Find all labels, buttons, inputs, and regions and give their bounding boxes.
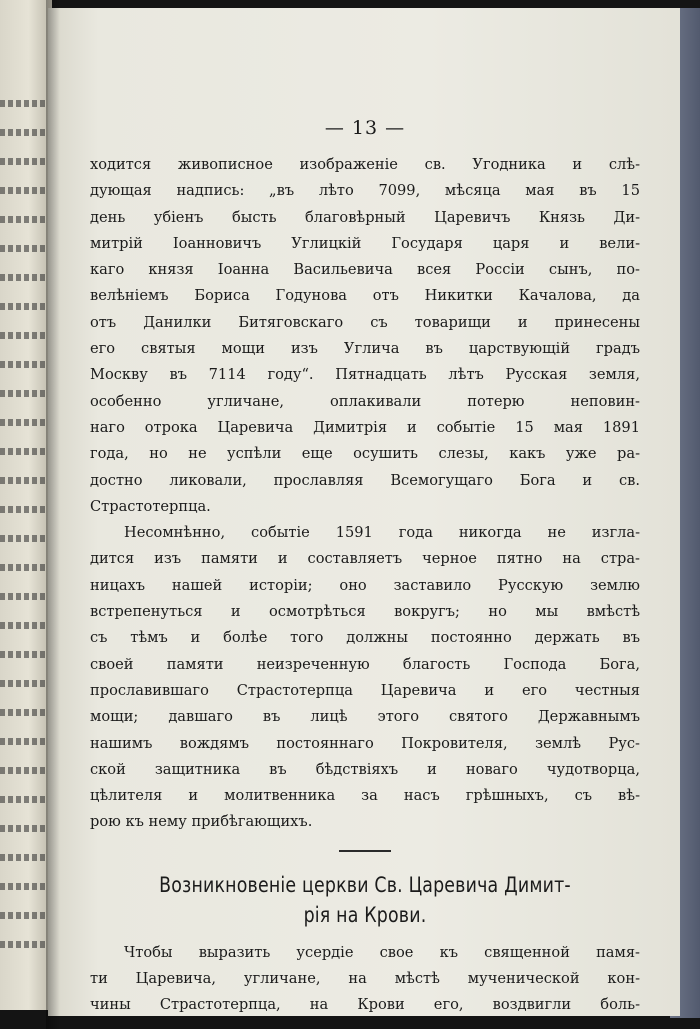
text-line: ти Царевича, угличане, на мѣстѣ мученической кон- — [90, 970, 640, 988]
text-line: ходится живописное изображеніе св. Угодника и слѣ- — [90, 156, 640, 173]
text-line: особенно угличане, оплакивали потерю неповин- — [90, 392, 640, 410]
text-line: Несомнѣнно, событіе 1591 года никогда не изгла- — [124, 524, 640, 542]
text-line: Страстотерпца. — [90, 497, 211, 515]
section-divider — [339, 850, 391, 852]
book-page — [48, 8, 680, 1016]
page-number: — 13 — — [324, 117, 406, 139]
text-line: мощи; давшаго въ лицѣ этого святого Державнымъ — [90, 708, 640, 726]
text-line: чины Страстотерпца, на Крови его, воздвигли боль- — [90, 996, 640, 1014]
text-line: встрепенуться и осмотрѣться вокругъ; но мы вмѣстѣ — [90, 603, 640, 621]
paragraph-1 — [90, 152, 640, 520]
text-line: велѣніемъ Бориса Годунова отъ Никитки Качалова, да — [90, 287, 640, 305]
text-line: съ тѣмъ и болѣе того должны постоянно держать въ — [90, 629, 640, 647]
left-page-edge — [0, 0, 52, 1010]
gutter-shadow — [46, 0, 60, 1029]
text-line: прославившаго Страстотерпца Царевича и его честныя — [90, 681, 640, 699]
paragraph-2 — [90, 520, 640, 836]
left-page-text-fragments — [0, 100, 52, 970]
text-line: отъ Данилки Битяговскаго съ товарищи и принесены — [90, 313, 640, 331]
text-line: Чтобы выразить усердіе свое къ священной памя- — [124, 943, 640, 961]
heading-line: Возникновеніе церкви Св. Царевича Димит- — [159, 872, 571, 897]
text-line: наго отрока Царевича Димитрія и событіе 15 мая 1891 — [90, 418, 640, 436]
text-line: Москву въ 7114 году“. Пятнадцать лѣтъ Русская земля, — [90, 366, 640, 384]
text-line: ской защитника въ бѣдствіяхъ и новаго чудотворца, — [90, 760, 640, 778]
heading-line: рія на Крови. — [303, 902, 427, 927]
section-heading — [112, 870, 618, 930]
paragraph-3 — [90, 940, 640, 1019]
text-line: митрій Іоанновичъ Углицкій Государя царя и вели- — [90, 234, 640, 252]
text-line: года, но не успѣли еще осушить слезы, какъ уже ра- — [90, 445, 640, 463]
text-line: своей памяти неизреченную благость Господа Бога, — [90, 655, 640, 673]
text-line: цѣлителя и молитвенника за насъ грѣшныхъ, съ вѣ- — [90, 787, 640, 805]
text-line: дится изъ памяти и составляетъ черное пятно на стра- — [90, 550, 640, 568]
text-line: день убіенъ бысть благовѣрный Царевичъ Князь Ди- — [90, 208, 640, 226]
text-line: каго князя Іоанна Васильевича всея Россіи сынъ, по- — [90, 261, 640, 279]
text-line: достно ликовали, прославляя Всемогущаго Бога и св. — [90, 471, 640, 489]
text-line: его святыя мощи изъ Углича въ царствующій градъ — [90, 340, 640, 358]
text-line: рою къ нему прибѣгающихъ. — [90, 813, 313, 831]
text-line: дующая надпись: „въ лѣто 7099, мѣсяца мая въ 15 — [90, 182, 640, 200]
text-line: ницахъ нашей исторіи; оно заставило Русскую землю — [90, 576, 640, 594]
text-line: нашимъ вождямъ постояннаго Покровителя, землѣ Рус- — [90, 734, 640, 752]
